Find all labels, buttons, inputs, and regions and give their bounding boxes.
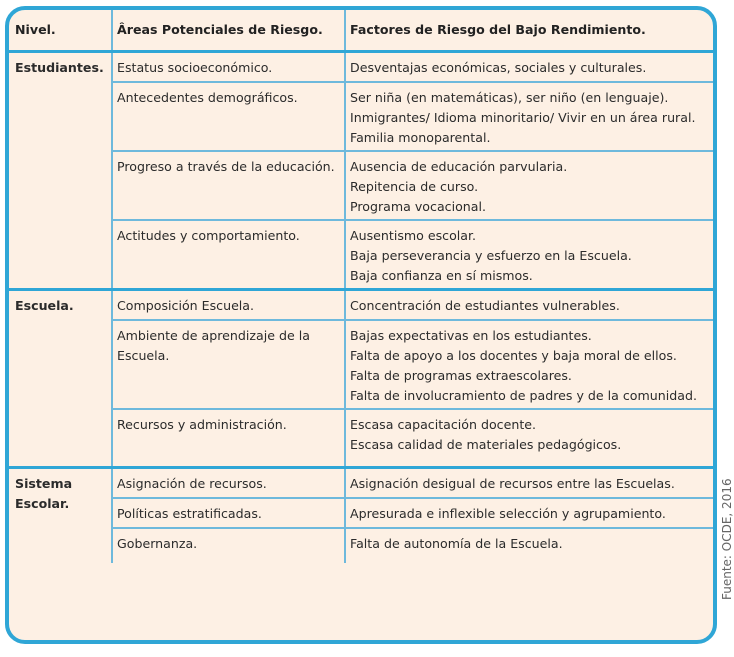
factor-item: Bajas expectativas en los estudiantes. bbox=[350, 328, 592, 343]
area-cell: Actitudes y comportamiento. bbox=[112, 220, 345, 290]
factor-item: Baja perseverancia y esfuerzo en la Escuela. bbox=[350, 248, 632, 263]
risk-table-frame bbox=[5, 6, 717, 644]
table-row bbox=[9, 498, 713, 528]
factor-item: Falta de apoyo a los docentes y baja moral de ellos. bbox=[350, 348, 677, 363]
factors-cell bbox=[345, 468, 713, 499]
table-row bbox=[9, 290, 713, 321]
factors-cell bbox=[345, 290, 713, 321]
area-cell: Recursos y administración. bbox=[112, 409, 345, 468]
factors-cell bbox=[345, 528, 713, 563]
area-cell: Asignación de recursos. bbox=[112, 468, 345, 499]
factors-cell bbox=[345, 498, 713, 528]
factor-item: Inmigrantes/ Idioma minoritario/ Vivir en un área rural. bbox=[350, 110, 696, 125]
table-row bbox=[9, 468, 713, 499]
factor-item: Repitencia de curso. bbox=[350, 179, 479, 194]
factors-cell bbox=[345, 320, 713, 409]
factor-item: Familia monoparental. bbox=[350, 130, 491, 145]
level-cell: Escuela. bbox=[9, 290, 112, 468]
factor-item: Desventajas económicas, sociales y culturales. bbox=[350, 60, 647, 75]
table-row bbox=[9, 409, 713, 468]
factor-item: Asignación desigual de recursos entre las Escuelas. bbox=[350, 476, 675, 491]
area-cell: Estatus socioeconómico. bbox=[112, 52, 345, 83]
table-header-row bbox=[9, 10, 713, 52]
factor-item: Falta de autonomía de la Escuela. bbox=[350, 536, 563, 551]
table-row bbox=[9, 528, 713, 563]
header-level: Nivel. bbox=[9, 10, 112, 52]
table-row bbox=[9, 52, 713, 83]
header-factors: Factores de Riesgo del Bajo Rendimiento. bbox=[345, 10, 713, 52]
factor-item: Concentración de estudiantes vulnerables. bbox=[350, 298, 620, 313]
level-cell: Estudiantes. bbox=[9, 52, 112, 290]
factors-cell bbox=[345, 52, 713, 83]
table-row bbox=[9, 151, 713, 220]
level-cell: Sistema Escolar. bbox=[9, 468, 112, 564]
factor-item: Falta de involucramiento de padres y de la comunidad. bbox=[350, 388, 697, 403]
area-cell: Gobernanza. bbox=[112, 528, 345, 563]
factor-item: Apresurada e inflexible selección y agrupamiento. bbox=[350, 506, 666, 521]
factor-item: Programa vocacional. bbox=[350, 199, 486, 214]
table-row bbox=[9, 82, 713, 151]
factors-cell bbox=[345, 82, 713, 151]
factor-item: Escasa calidad de materiales pedagógicos. bbox=[350, 437, 622, 452]
factor-item: Ser niña (en matemáticas), ser niño (en lenguaje). bbox=[350, 90, 669, 105]
factor-item: Baja confianza en sí mismos. bbox=[350, 268, 533, 283]
factors-cell bbox=[345, 220, 713, 290]
factor-item: Falta de programas extraescolares. bbox=[350, 368, 572, 383]
source-note-text: Fuente: OCDE, 2016 bbox=[720, 478, 734, 600]
table-row bbox=[9, 320, 713, 409]
header-areas: Âreas Potenciales de Riesgo. bbox=[112, 10, 345, 52]
area-cell: Ambiente de aprendizaje de la Escuela. bbox=[112, 320, 345, 409]
factors-cell bbox=[345, 409, 713, 468]
risk-factors-table bbox=[9, 10, 713, 563]
table-body bbox=[9, 52, 713, 564]
factors-cell bbox=[345, 151, 713, 220]
area-cell: Progreso a través de la educación. bbox=[112, 151, 345, 220]
table-row bbox=[9, 220, 713, 290]
area-cell: Composición Escuela. bbox=[112, 290, 345, 321]
factor-item: Escasa capacitación docente. bbox=[350, 417, 537, 432]
area-cell: Políticas estratificadas. bbox=[112, 498, 345, 528]
source-note bbox=[720, 478, 734, 610]
area-cell: Antecedentes demográficos. bbox=[112, 82, 345, 151]
factor-item: Ausentismo escolar. bbox=[350, 228, 477, 243]
factor-item: Ausencia de educación parvularia. bbox=[350, 159, 568, 174]
